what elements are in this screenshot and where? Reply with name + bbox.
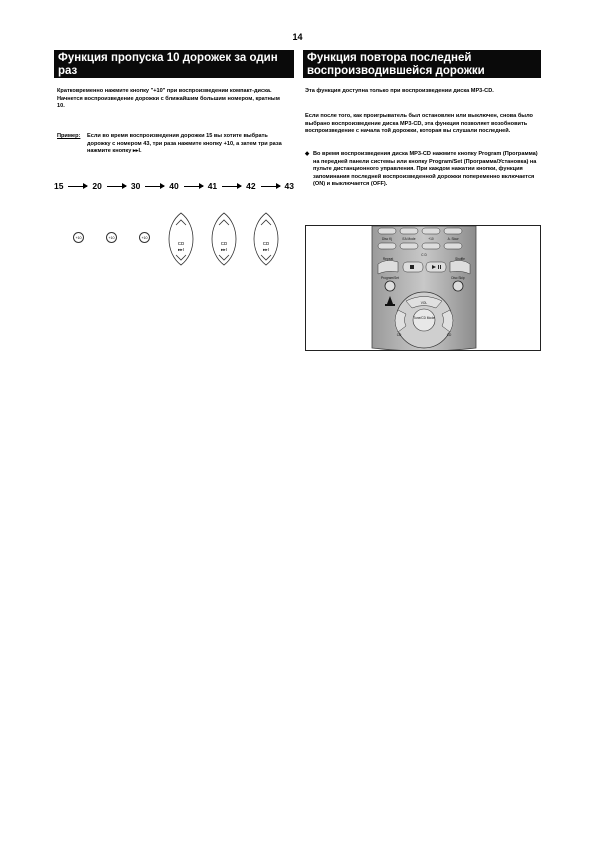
track-number: 20 bbox=[92, 181, 102, 191]
remote-label: Program/Set bbox=[381, 276, 399, 280]
plus10-button-icon: +10 bbox=[106, 232, 117, 243]
arrow-right-icon bbox=[184, 186, 203, 187]
skip-next-button-icon bbox=[252, 211, 280, 267]
track-number: 42 bbox=[246, 181, 256, 191]
track-number: 40 bbox=[169, 181, 179, 191]
repeat-instruction-text: Во время воспроизведения диска MP3-CD нажмите кнопку Program (Программа) на передней панели системы или кнопку Program/Set (Программа/Установка) на пульте дистанционного управления. При каждом нажатии кнопки, функция запоминания последней воспроизведенной дорожки попеременно включается (ON) и выключается (OFF). bbox=[313, 151, 538, 188]
track-number: 30 bbox=[130, 181, 141, 191]
remote-label: EA Mode bbox=[402, 237, 416, 241]
plus10-button-icon: +10 bbox=[73, 232, 84, 243]
repeat-description: Если после того, как проигрыватель был остановлен или выключен, снова было выбрано воспроизведение диска MP3-CD, эта функция позволяет возобновить воспроизведение с начала той дорожки, которая вы слушали последней. bbox=[305, 113, 533, 135]
svg-text:CD: CD bbox=[220, 241, 228, 246]
svg-text:CD: CD bbox=[262, 241, 270, 246]
remote-control-icon bbox=[306, 226, 541, 351]
arrow-right-icon bbox=[107, 186, 126, 187]
remote-label: Disc Skip bbox=[451, 276, 465, 280]
diamond-bullet-icon: ◆ bbox=[305, 151, 310, 157]
remote-label: Tune/CD Mode bbox=[413, 316, 435, 320]
arrow-right-icon bbox=[145, 186, 164, 187]
track-number: 43 bbox=[284, 181, 294, 191]
skip-next-button-icon bbox=[167, 211, 195, 267]
section-heading-skip-10: Функция пропуска 10 дорожек за один раз bbox=[54, 50, 294, 78]
arrow-right-icon bbox=[261, 186, 280, 187]
remote-label: +10 bbox=[428, 237, 434, 241]
skip-10-intro: Кратковременно нажмите кнопку "+10" при воспроизведении компакт-диска. Начнется воспроизведение дорожки с ближайшим большим номером, кратным 10. bbox=[57, 88, 280, 110]
section-heading-repeat-last: Функция повтора последней воспроизводившейся дорожки bbox=[303, 50, 541, 78]
repeat-instruction bbox=[305, 151, 539, 189]
svg-text:▸▸I: ▸▸I bbox=[178, 247, 184, 252]
remote-label: Shuffle bbox=[455, 257, 465, 261]
example-note bbox=[57, 133, 283, 156]
track-number: 15 bbox=[54, 181, 64, 191]
remote-label: Disc Kj bbox=[382, 237, 392, 241]
arrow-right-icon bbox=[68, 186, 87, 187]
svg-text:▸▸I: ▸▸I bbox=[263, 247, 269, 252]
remote-label: Repeat bbox=[382, 257, 394, 261]
page-number: 14 bbox=[292, 32, 303, 42]
remote-label: VOL bbox=[420, 301, 428, 305]
remote-label: CD bbox=[396, 333, 402, 337]
remote-label: CD bbox=[446, 333, 452, 337]
arrow-right-icon bbox=[222, 186, 241, 187]
remote-label: A. Slow bbox=[447, 237, 459, 241]
example-label: Пример: bbox=[57, 133, 81, 139]
track-number: 41 bbox=[207, 181, 218, 191]
skip-next-button-icon bbox=[210, 211, 238, 267]
svg-text:▸▸I: ▸▸I bbox=[221, 247, 227, 252]
example-text: Если во время воспроизведения дорожки 15 вы хотите выбрать дорожку с номером 43, три раза нажмите кнопку +10, а затем три раза нажмите кнопку ▸▸I. bbox=[87, 133, 282, 155]
mp3-note: Эта функция доступна только при воспроизведении диска MP3-CD. bbox=[305, 88, 494, 94]
remote-label: C D bbox=[421, 253, 427, 257]
plus10-button-icon: +10 bbox=[139, 232, 150, 243]
svg-text:CD: CD bbox=[177, 241, 185, 246]
track-sequence bbox=[54, 180, 294, 192]
remote-control-illustration bbox=[305, 225, 541, 351]
